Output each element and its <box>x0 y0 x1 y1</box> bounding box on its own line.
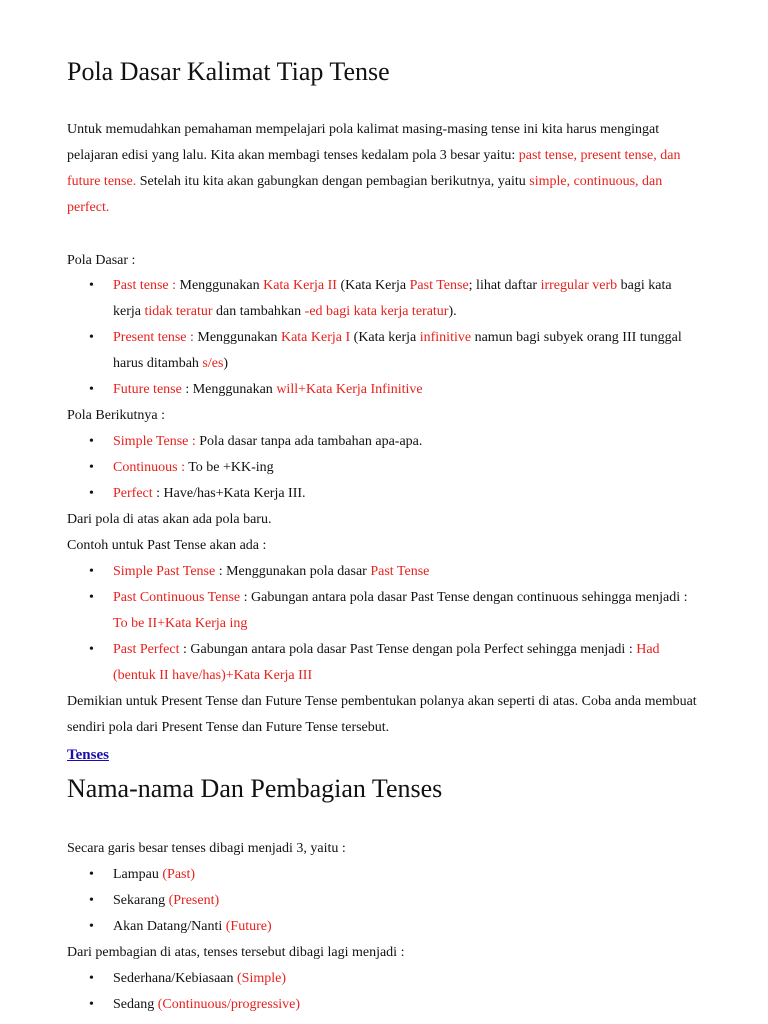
bullet-icon: • <box>89 460 94 475</box>
tenses-link[interactable]: Tenses <box>67 747 109 763</box>
secara-text: Secara garis besar tenses dibagi menjadi 3, yaitu : <box>67 841 346 856</box>
bullet-icon: • <box>89 590 94 605</box>
intro-highlight-2: simple, continuous, dan perfect. <box>67 174 663 215</box>
bullet-icon: • <box>89 564 94 579</box>
bullet-icon: • <box>89 330 94 345</box>
list-item: • Continuous : To be +KK-ing <box>113 455 697 481</box>
list-item: • Present tense : Menggunakan Kata Kerja I (Kata kerja infinitive namun bagi subyek orang III tunggal harus ditambah s/es) <box>113 325 697 377</box>
list-item: • Lampau (Past) <box>113 862 697 888</box>
list-item: • Simple Tense : Pola dasar tanpa ada tambahan apa-apa. <box>113 429 697 455</box>
bullet-icon: • <box>89 382 94 397</box>
page-title: Pola Dasar Kalimat Tiap Tense <box>67 57 390 86</box>
demikian-paragraph: Demikian untuk Present Tense dan Future Tense pembentukan polanya akan seperti di atas. Coba anda membuat sendiri pola dari Present Tense dan Future Tense tersebut. <box>67 694 697 735</box>
intro-paragraph <box>67 117 697 221</box>
list-item: • Akan Datang/Nanti (Future) <box>113 914 697 940</box>
bullet-icon: • <box>89 971 94 986</box>
intro-highlight-1: past tense, present tense, dan future tense. <box>67 148 681 189</box>
bullet-icon: • <box>89 278 94 293</box>
list-item: • Sekarang (Present) <box>113 888 697 914</box>
bullet-icon: • <box>89 893 94 908</box>
list-item: • Sederhana/Kebiasaan (Simple) <box>113 966 697 992</box>
dari-pembagian-text: Dari pembagian di atas, tenses tersebut dibagi lagi menjadi : <box>67 945 405 960</box>
pola-dasar-label: Pola Dasar : <box>67 253 136 268</box>
bullet-icon: • <box>89 434 94 449</box>
list-item: • Sedang (Continuous/progressive) <box>113 992 697 1018</box>
intro-text-2: Setelah itu kita akan gabungkan dengan pembagian berikutnya, yaitu <box>136 174 530 189</box>
bullet-icon: • <box>89 486 94 501</box>
list-item: • Future tense : Menggunakan will+Kata Kerja Infinitive <box>113 377 697 403</box>
section-title: Nama-nama Dan Pembagian Tenses <box>67 774 443 803</box>
bullet-icon: • <box>89 642 94 657</box>
list-item: • Past tense : Menggunakan Kata Kerja II (Kata Kerja Past Tense; lihat daftar irregular verb bagi kata kerja tidak teratur dan tambahkan -ed bagi kata kerja teratur). <box>113 273 697 325</box>
list-item: • Perfect : Have/has+Kata Kerja III. <box>113 481 697 507</box>
dari-pola-text: Dari pola di atas akan ada pola baru. <box>67 512 272 527</box>
bullet-icon: • <box>89 997 94 1012</box>
bullet-icon: • <box>89 919 94 934</box>
list-item: • Simple Past Tense : Menggunakan pola dasar Past Tense <box>113 559 697 585</box>
list-item: • Past Continuous Tense : Gabungan antara pola dasar Past Tense dengan continuous sehingga menjadi : To be II+Kata Kerja ing <box>113 585 697 637</box>
intro-text-1: Untuk memudahkan pemahaman mempelajari pola kalimat masing-masing tense ini kita harus mengingat pelajaran edisi yang lalu. Kita akan membagi tenses kedalam pola 3 besar yaitu: <box>67 122 660 163</box>
pola-berikutnya-label: Pola Berikutnya : <box>67 408 165 423</box>
list-item: • Past Perfect : Gabungan antara pola dasar Past Tense dengan pola Perfect sehingga menjadi : Had (bentuk II have/has)+Kata Kerja III <box>113 637 697 689</box>
contoh-text: Contoh untuk Past Tense akan ada : <box>67 538 267 553</box>
bullet-icon: • <box>89 867 94 882</box>
